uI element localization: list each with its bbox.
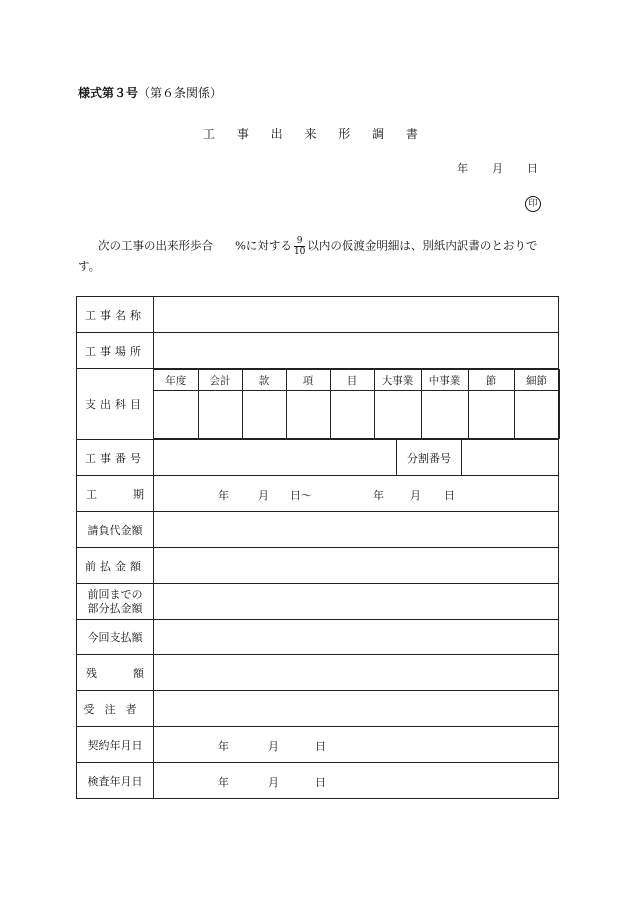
- contract-date-day: 日: [315, 740, 326, 753]
- expenditure-col-clause: 節: [468, 370, 514, 391]
- fraction-nine-tenths: [294, 236, 305, 257]
- form-number: [78, 84, 222, 101]
- expenditure-col-mid-project: 中事業: [421, 370, 468, 391]
- previous-partial-label: [77, 584, 154, 620]
- expenditure-value-cell[interactable]: [286, 391, 330, 439]
- expenditure-col-subclause: 細節: [514, 370, 559, 391]
- expenditure-value-cell[interactable]: [198, 391, 242, 439]
- previous-partial-label-line2: 部分払金額: [87, 601, 143, 615]
- project-number-label: 工事番号: [77, 440, 154, 476]
- expenditure-grid: [154, 369, 560, 439]
- header-date-year: 年: [457, 162, 468, 175]
- inspection-date-year: 年: [218, 776, 229, 789]
- expenditure-col-subitem: 目: [330, 370, 374, 391]
- row-advance-payment: [77, 548, 559, 584]
- header-date-month: 月: [492, 162, 503, 175]
- row-contract-amount: [77, 512, 559, 548]
- balance-value[interactable]: [154, 655, 559, 691]
- contract-date-year: 年: [218, 740, 229, 753]
- progress-form-table: [76, 296, 559, 799]
- expenditure-value-cell[interactable]: [330, 391, 374, 439]
- expenditure-col-item: 項: [286, 370, 330, 391]
- period-label: [77, 476, 154, 512]
- balance-label-char1: 残: [86, 666, 97, 680]
- fraction-denominator: 10: [293, 247, 306, 257]
- project-name-value[interactable]: [154, 297, 559, 333]
- previous-partial-value[interactable]: [154, 584, 559, 620]
- advance-payment-value[interactable]: [154, 548, 559, 584]
- balance-label-char2: 額: [133, 666, 144, 680]
- header-date-day: 日: [527, 162, 538, 175]
- project-name-label: 工事名称: [77, 297, 154, 333]
- intro-paragraph: [78, 236, 558, 275]
- balance-label: [77, 655, 154, 691]
- contract-date-value[interactable]: [154, 727, 559, 763]
- inspection-date-month: 月: [268, 776, 279, 789]
- row-previous-partial-payment: [77, 584, 559, 620]
- row-inspection-date: [77, 763, 559, 799]
- intro-part1: 次の工事の出来形歩合: [98, 238, 213, 253]
- period-label-char2: 期: [133, 487, 144, 501]
- intro-part4: す。: [78, 259, 101, 273]
- contractor-value[interactable]: [154, 691, 559, 727]
- advance-payment-label: 前払金額: [77, 548, 154, 584]
- row-expenditure: [77, 369, 559, 440]
- form-relation: （第６条関係）: [138, 86, 223, 100]
- expenditure-grid-cell: [154, 369, 559, 440]
- row-project-name: [77, 297, 559, 333]
- previous-partial-label-line1: 前回までの: [87, 587, 143, 601]
- intro-part2: %に対する: [235, 238, 292, 253]
- period-end-year: 年: [373, 489, 384, 502]
- contract-amount-value[interactable]: [154, 512, 559, 548]
- expenditure-value-cell[interactable]: [468, 391, 514, 439]
- row-contractor: [77, 691, 559, 727]
- contract-date-label: 契約年月日: [77, 727, 154, 763]
- intro-part3: 以内の仮渡金明細は、別紙内訳書のとおりで: [307, 238, 538, 253]
- expenditure-value-cell[interactable]: [514, 391, 559, 439]
- contract-amount-label: 請負代金額: [77, 512, 154, 548]
- contract-date-month: 月: [268, 740, 279, 753]
- period-label-char1: 工: [86, 487, 97, 501]
- division-number-value[interactable]: [462, 440, 559, 476]
- row-current-payment: [77, 620, 559, 655]
- row-project-number: [77, 440, 559, 476]
- expenditure-value-cell[interactable]: [421, 391, 468, 439]
- seal-icon: 印: [525, 196, 541, 212]
- document-title: 工 事 出 来 形 調 書: [203, 127, 427, 141]
- expenditure-value-row: [154, 391, 559, 439]
- period-start-year: 年: [218, 489, 229, 502]
- expenditure-col-section: 款: [242, 370, 286, 391]
- period-end-day: 日: [444, 489, 455, 502]
- contractor-label: 受注者: [77, 691, 154, 727]
- expenditure-label: 支出科目: [77, 369, 154, 440]
- row-project-location: [77, 333, 559, 369]
- inspection-date-day: 日: [315, 776, 326, 789]
- expenditure-value-cell[interactable]: [374, 391, 421, 439]
- project-location-label: 工事場所: [77, 333, 154, 369]
- fraction-numerator: 9: [294, 236, 305, 247]
- expenditure-col-account: 会計: [198, 370, 242, 391]
- period-end-month: 月: [410, 489, 421, 502]
- expenditure-col-major-project: 大事業: [374, 370, 421, 391]
- period-value[interactable]: [154, 476, 559, 512]
- row-period: [77, 476, 559, 512]
- period-start-month: 月: [258, 489, 269, 502]
- project-location-value[interactable]: [154, 333, 559, 369]
- inspection-date-label: 検査年月日: [77, 763, 154, 799]
- expenditure-col-fiscal-year: 年度: [154, 370, 198, 391]
- project-number-value[interactable]: [154, 440, 397, 476]
- inspection-date-value[interactable]: [154, 763, 559, 799]
- form-number-label: 様式第３号: [78, 86, 139, 100]
- expenditure-value-cell[interactable]: [242, 391, 286, 439]
- row-contract-date: [77, 727, 559, 763]
- period-start-day: 日～: [290, 489, 312, 502]
- current-payment-value[interactable]: [154, 620, 559, 655]
- division-number-label: 分割番号: [397, 440, 462, 476]
- current-payment-label: 今回支払額: [77, 620, 154, 655]
- expenditure-header-row: [154, 370, 559, 391]
- expenditure-value-cell[interactable]: [154, 391, 198, 439]
- row-balance: [77, 655, 559, 691]
